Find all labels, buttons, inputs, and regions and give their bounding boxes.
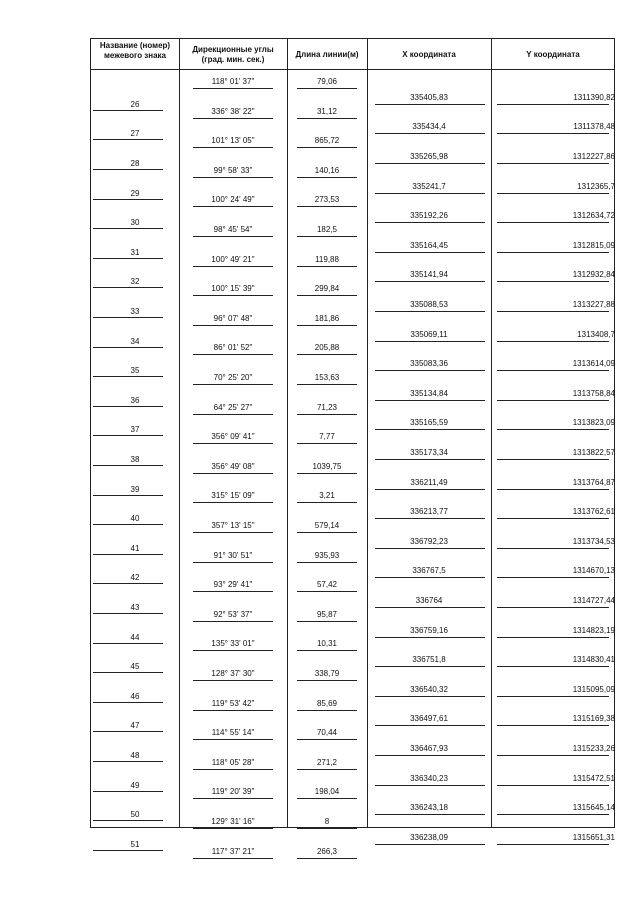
row-underline — [193, 295, 273, 296]
row-underline — [193, 177, 273, 178]
point-y: 1315645,14 — [572, 803, 615, 813]
row-underline — [193, 710, 273, 711]
segment-length: 299,84 — [314, 284, 340, 294]
row-underline — [93, 731, 163, 732]
segment-angle: 118° 01' 37" — [211, 77, 255, 86]
point-x: 335241,7 — [412, 181, 446, 191]
row-underline — [297, 414, 357, 415]
point-y: 1314830,41 — [572, 655, 615, 665]
coordinates-table — [90, 38, 615, 856]
segment-angle: 99° 58' 33" — [213, 165, 253, 175]
point-x: 336792,23 — [410, 536, 448, 546]
row-underline — [497, 133, 609, 134]
point-name: 27 — [130, 129, 140, 139]
segment-length: 273,53 — [314, 195, 340, 205]
row-underline — [93, 406, 163, 407]
point-y: 1314823,19 — [572, 625, 615, 635]
row-underline — [497, 341, 609, 342]
row-underline — [193, 739, 273, 740]
point-name: 36 — [130, 395, 140, 405]
row-underline — [93, 554, 163, 555]
segment-angle: 119° 20' 39" — [211, 787, 255, 797]
point-name: 45 — [130, 662, 140, 672]
row-underline — [193, 354, 273, 355]
row-underline — [93, 672, 163, 673]
row-underline — [193, 502, 273, 503]
segment-length: 153,63 — [314, 373, 340, 382]
row-underline — [93, 524, 163, 525]
segment-angle: 96° 07' 48" — [213, 313, 253, 323]
row-underline — [497, 548, 609, 549]
segment-angle: 315° 15' 09" — [211, 491, 255, 501]
row-underline — [497, 193, 609, 194]
point-y: 1311390,82 — [573, 92, 615, 102]
segment-length: 140,16 — [314, 165, 340, 175]
row-underline — [297, 650, 357, 651]
point-x: 336467,93 — [410, 744, 448, 753]
row-underline — [193, 532, 273, 533]
row-underline — [297, 177, 357, 178]
row-underline — [193, 650, 273, 651]
segment-angle: 101° 13' 05" — [211, 136, 255, 146]
segment-angle: 119° 53' 42" — [211, 698, 255, 708]
point-name: 32 — [130, 277, 140, 287]
row-underline — [193, 621, 273, 622]
segment-length: 182,5 — [316, 225, 338, 234]
segment-length: 71,23 — [316, 402, 338, 412]
row-underline — [193, 88, 273, 89]
segment-angle: 357° 13' 15" — [211, 521, 255, 530]
row-underline — [93, 820, 163, 821]
point-y: 1314727,44 — [572, 596, 615, 605]
row-underline — [375, 607, 485, 608]
point-x: 335088,53 — [410, 300, 448, 309]
segment-angle: 356° 49' 08" — [211, 461, 255, 471]
row-underline — [93, 791, 163, 792]
point-x: 336759,16 — [410, 625, 448, 635]
row-underline — [375, 844, 485, 845]
row-underline — [375, 341, 485, 342]
row-underline — [193, 473, 273, 474]
row-underline — [375, 429, 485, 430]
point-y: 1313764,87 — [572, 477, 615, 487]
row-underline — [375, 785, 485, 786]
segment-angle: 336° 38' 22" — [211, 106, 255, 116]
point-x: 335134,84 — [410, 388, 448, 398]
point-y: 1313762,61 — [572, 507, 615, 517]
row-underline — [375, 548, 485, 549]
point-name: 51 — [130, 839, 140, 849]
row-underline — [93, 110, 163, 111]
point-name: 50 — [130, 810, 140, 820]
row-underline — [497, 459, 609, 460]
segment-angle: 135° 33' 01" — [211, 639, 255, 649]
row-underline — [497, 222, 609, 223]
row-underline — [297, 147, 357, 148]
row-underline — [375, 104, 485, 105]
row-underline — [297, 118, 357, 119]
row-underline — [193, 798, 273, 799]
row-underline — [497, 577, 609, 578]
segment-length: 935,93 — [314, 550, 340, 560]
point-name: 31 — [130, 247, 140, 257]
point-name: 40 — [130, 514, 140, 524]
row-underline — [193, 680, 273, 681]
row-underline — [375, 459, 485, 460]
row-underline — [93, 347, 163, 348]
point-y: 1315169,38 — [572, 714, 615, 724]
row-underline — [93, 643, 163, 644]
row-underline — [93, 702, 163, 703]
row-underline — [297, 325, 357, 326]
segment-angle: 92° 53' 37" — [213, 609, 253, 619]
row-underline — [93, 613, 163, 614]
point-x: 336764 — [415, 596, 443, 605]
row-underline — [297, 562, 357, 563]
row-underline — [297, 88, 357, 89]
segment-length: 181,86 — [314, 313, 340, 323]
row-underline — [193, 828, 273, 829]
row-underline — [375, 311, 485, 312]
segment-angle: 100° 49' 21" — [211, 254, 255, 264]
row-underline — [497, 637, 609, 638]
row-underline — [497, 844, 609, 845]
row-underline — [93, 287, 163, 288]
point-y: 1312365,7 — [577, 181, 615, 191]
row-underline — [297, 354, 357, 355]
row-underline — [297, 266, 357, 267]
point-y: 1315095,09 — [572, 684, 615, 694]
row-underline — [375, 666, 485, 667]
point-name: 49 — [130, 780, 140, 790]
row-underline — [375, 252, 485, 253]
row-underline — [193, 236, 273, 237]
row-underline — [193, 147, 273, 148]
row-underline — [297, 384, 357, 385]
point-name: 42 — [130, 573, 140, 583]
segment-angle: 91° 30' 51" — [213, 550, 253, 560]
header-length: Длина линии(м) — [295, 50, 359, 59]
point-name: 37 — [130, 425, 140, 435]
header-angle: Дирекционные углы (град. мин. сек.) — [192, 45, 274, 64]
row-underline — [193, 325, 273, 326]
point-y: 1312932,84 — [572, 270, 615, 280]
row-underline — [193, 562, 273, 563]
point-y: 1313758,84 — [572, 388, 615, 398]
header-y: Y координата — [526, 50, 580, 59]
point-x: 335069,11 — [410, 329, 448, 339]
row-underline — [375, 518, 485, 519]
segment-length: 198,04 — [314, 787, 340, 797]
row-underline — [297, 295, 357, 296]
row-underline — [93, 317, 163, 318]
row-underline — [497, 696, 609, 697]
point-name: 29 — [130, 188, 140, 198]
point-x: 335141,94 — [410, 270, 448, 280]
row-underline — [375, 193, 485, 194]
segment-angle: 86° 01' 52" — [213, 343, 253, 353]
point-x: 336751,8 — [412, 655, 446, 665]
segment-length: 79,06 — [316, 77, 338, 86]
row-underline — [193, 414, 273, 415]
row-underline — [297, 473, 357, 474]
row-underline — [93, 169, 163, 170]
segment-angle: 114° 55' 14" — [211, 728, 255, 738]
segment-angle: 356° 09' 41" — [211, 432, 255, 442]
point-y: 1313408,7 — [577, 329, 615, 339]
row-underline — [297, 739, 357, 740]
point-x: 336540,32 — [410, 684, 448, 694]
row-underline — [497, 104, 609, 105]
row-underline — [93, 435, 163, 436]
row-underline — [297, 206, 357, 207]
row-underline — [375, 637, 485, 638]
row-underline — [375, 696, 485, 697]
point-name: 43 — [130, 603, 140, 612]
point-x: 335165,59 — [410, 418, 448, 428]
row-underline — [93, 258, 163, 259]
row-underline — [375, 400, 485, 401]
row-underline — [193, 443, 273, 444]
point-x: 336497,61 — [410, 714, 448, 724]
row-underline — [375, 163, 485, 164]
point-x: 335164,45 — [410, 240, 448, 250]
point-name: 47 — [130, 721, 140, 731]
point-name: 46 — [130, 691, 140, 701]
point-y: 1313822,57 — [572, 448, 615, 457]
segment-angle: 100° 24' 49" — [211, 195, 255, 205]
segment-angle: 118° 05' 28" — [211, 757, 255, 767]
row-underline — [193, 206, 273, 207]
point-name: 35 — [130, 366, 140, 376]
point-y: 1311378,48 — [573, 122, 615, 132]
row-underline — [93, 465, 163, 466]
segment-length: 3,21 — [319, 491, 335, 501]
row-underline — [297, 710, 357, 711]
row-underline — [193, 591, 273, 592]
point-name: 26 — [130, 99, 140, 109]
row-underline — [93, 139, 163, 140]
row-underline — [93, 199, 163, 200]
row-underline — [93, 228, 163, 229]
row-underline — [375, 222, 485, 223]
point-x: 335405,83 — [410, 92, 448, 102]
row-underline — [193, 384, 273, 385]
row-underline — [497, 725, 609, 726]
point-name: 44 — [130, 632, 140, 642]
row-underline — [497, 163, 609, 164]
point-x: 335192,26 — [410, 211, 448, 221]
segment-angle: 93° 29' 41" — [213, 580, 253, 590]
row-underline — [497, 814, 609, 815]
point-y: 1315472,51 — [572, 773, 615, 783]
segment-length: 70,44 — [316, 728, 338, 738]
row-underline — [297, 769, 357, 770]
segment-length: 205,88 — [314, 343, 340, 353]
row-underline — [497, 400, 609, 401]
row-underline — [497, 489, 609, 490]
point-y: 1312227,86 — [572, 152, 615, 161]
segment-length: 119,88 — [315, 254, 339, 264]
point-x: 335173,34 — [410, 448, 448, 457]
row-underline — [93, 850, 163, 851]
segment-length: 865,72 — [314, 136, 340, 146]
row-underline — [375, 281, 485, 282]
row-underline — [93, 761, 163, 762]
segment-length: 8 — [324, 817, 330, 826]
row-underline — [193, 769, 273, 770]
point-x: 336213,77 — [410, 507, 448, 517]
row-underline — [297, 591, 357, 592]
row-underline — [297, 621, 357, 622]
point-name: 41 — [130, 543, 140, 553]
header-name: Название (номер) межевого знака — [99, 41, 171, 60]
row-underline — [497, 666, 609, 667]
segment-length: 85,69 — [316, 698, 338, 708]
segment-length: 266,3 — [316, 846, 338, 856]
row-underline — [375, 814, 485, 815]
point-x: 336340,23 — [410, 773, 448, 783]
segment-angle: 117° 37' 21" — [211, 846, 255, 856]
segment-length: 10,31 — [316, 639, 338, 649]
point-y: 1312634,72 — [572, 211, 615, 221]
point-x: 336211,49 — [410, 477, 448, 487]
segment-angle: 128° 37' 30" — [211, 669, 255, 678]
point-y: 1313734,53 — [572, 536, 615, 546]
point-y: 1312815,09 — [572, 240, 615, 250]
segment-length: 95,87 — [316, 609, 338, 619]
point-y: 1315233,26 — [572, 744, 615, 753]
row-underline — [297, 532, 357, 533]
row-underline — [297, 798, 357, 799]
point-y: 1313823,09 — [572, 418, 615, 428]
row-underline — [497, 252, 609, 253]
row-underline — [497, 607, 609, 608]
point-x: 336238,09 — [410, 832, 448, 842]
row-underline — [93, 376, 163, 377]
segment-angle: 100° 15' 39" — [211, 284, 255, 294]
segment-angle: 129° 31' 16" — [211, 817, 255, 826]
row-underline — [375, 725, 485, 726]
point-y: 1313614,09 — [572, 359, 615, 369]
point-name: 34 — [130, 336, 140, 346]
point-name: 39 — [130, 484, 140, 494]
row-underline — [193, 118, 273, 119]
row-underline — [297, 443, 357, 444]
point-name: 48 — [130, 751, 140, 760]
row-underline — [375, 755, 485, 756]
point-x: 336767,5 — [412, 566, 446, 576]
row-underline — [193, 858, 273, 859]
row-underline — [297, 680, 357, 681]
point-x: 335434,4 — [412, 122, 446, 132]
point-y: 1315651,31 — [572, 832, 615, 842]
point-x: 335265,98 — [410, 152, 448, 161]
row-underline — [93, 583, 163, 584]
point-name: 33 — [130, 307, 140, 316]
segment-length: 7,77 — [319, 432, 335, 442]
row-underline — [497, 311, 609, 312]
point-y: 1314670,13 — [572, 566, 615, 576]
row-underline — [497, 370, 609, 371]
row-underline — [93, 495, 163, 496]
row-underline — [193, 266, 273, 267]
row-underline — [375, 577, 485, 578]
segment-length: 57,42 — [316, 580, 338, 590]
point-name: 28 — [130, 159, 140, 168]
row-underline — [375, 133, 485, 134]
row-underline — [375, 370, 485, 371]
row-underline — [497, 518, 609, 519]
point-y: 1313227,88 — [572, 300, 615, 309]
segment-angle: 70° 25' 20" — [213, 373, 253, 382]
header-divider — [91, 69, 614, 70]
segment-length: 579,14 — [314, 521, 340, 530]
row-underline — [497, 429, 609, 430]
row-underline — [297, 828, 357, 829]
row-underline — [497, 785, 609, 786]
segment-length: 338,79 — [314, 669, 340, 678]
point-name: 30 — [130, 218, 140, 228]
row-underline — [497, 755, 609, 756]
row-underline — [497, 281, 609, 282]
segment-length: 31,12 — [316, 106, 338, 116]
segment-length: 271,2 — [316, 757, 338, 767]
segment-angle: 98° 45' 54" — [213, 225, 253, 234]
segment-angle: 64° 25' 27" — [213, 402, 253, 412]
header-x: X координата — [402, 50, 456, 59]
row-underline — [297, 858, 357, 859]
row-underline — [297, 236, 357, 237]
row-underline — [297, 502, 357, 503]
row-underline — [375, 489, 485, 490]
point-x: 335083,36 — [410, 359, 448, 369]
point-name: 38 — [130, 455, 140, 464]
point-x: 336243,18 — [410, 803, 448, 813]
segment-length: 1039,75 — [312, 461, 342, 471]
